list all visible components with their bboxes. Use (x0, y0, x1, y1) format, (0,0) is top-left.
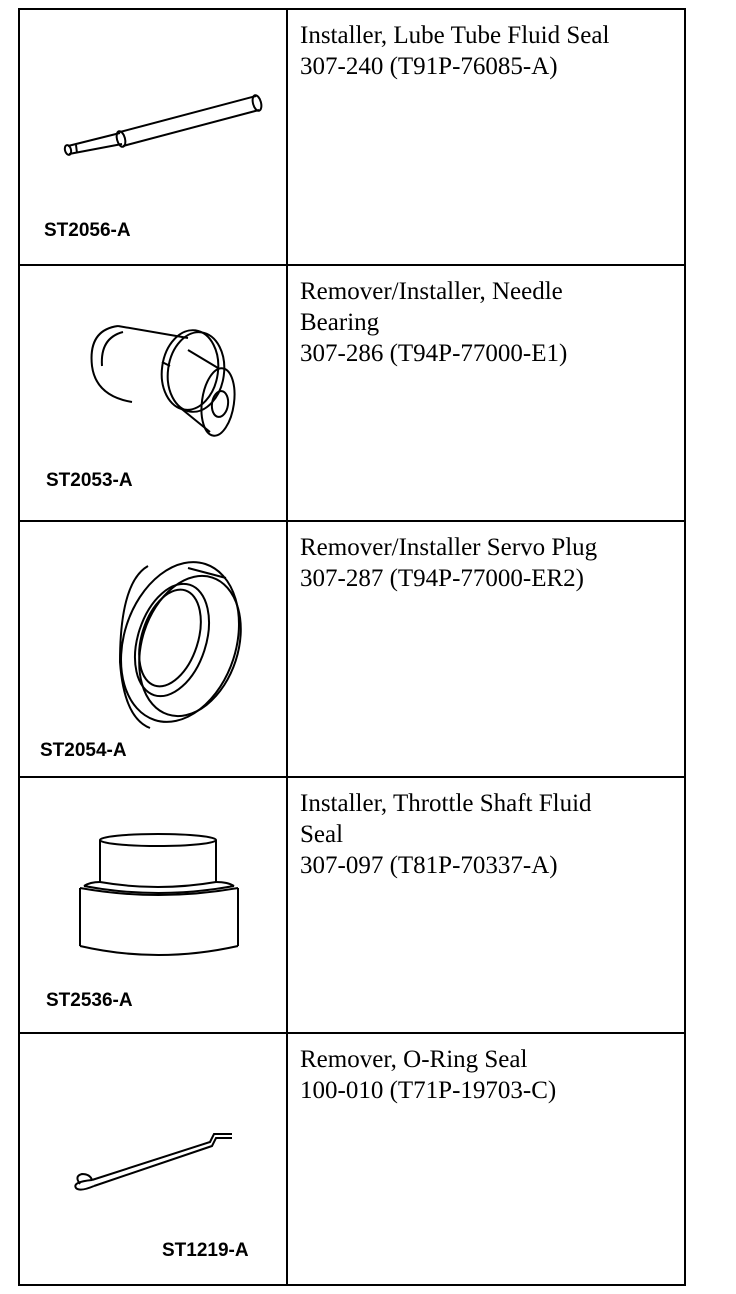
special-tools-table (18, 8, 686, 1286)
tool-part-number: 307-286 (T94P-77000-E1) (300, 340, 568, 367)
tool-description (288, 266, 684, 520)
tool-part-number: 307-287 (T94P-77000-ER2) (300, 565, 584, 592)
servo-plug-ring-icon (20, 522, 286, 776)
tool-description (288, 778, 684, 1032)
tool-row-throttle-shaft (20, 778, 684, 1034)
tool-row-needle-bearing (20, 266, 684, 522)
tool-illustration-cell (20, 778, 288, 1032)
tool-row-servo-plug (20, 522, 684, 778)
tool-code: ST2054-A (40, 740, 127, 761)
tool-name-line: Remover/Installer Servo Plug (300, 534, 598, 561)
tool-part-number: 307-240 (T91P-76085-A) (300, 53, 558, 80)
tool-part-number: 307-097 (T81P-70337-A) (300, 852, 558, 879)
tool-name-line: Installer, Throttle Shaft Fluid (300, 790, 592, 817)
tool-code: ST2536-A (46, 990, 133, 1011)
tool-name-line: Bearing (300, 309, 380, 336)
tool-row-lube-tube-installer (20, 10, 684, 266)
tool-illustration-cell (20, 1034, 288, 1284)
tool-name-line: Remover, O-Ring Seal (300, 1046, 528, 1073)
tool-name-line: Seal (300, 821, 344, 848)
tool-illustration-cell (20, 522, 288, 776)
tool-row-o-ring-remover (20, 1034, 684, 1284)
tool-illustration-cell (20, 266, 288, 520)
tool-code: ST1219-A (162, 1240, 249, 1261)
tool-code: ST2056-A (44, 220, 131, 241)
tool-description (288, 522, 684, 776)
tool-part-number: 100-010 (T71P-19703-C) (300, 1077, 557, 1104)
tool-name-line: Remover/Installer, Needle (300, 278, 563, 305)
tool-description (288, 1034, 684, 1284)
tool-illustration-cell (20, 10, 288, 264)
tool-name-line: Installer, Lube Tube Fluid Seal (300, 22, 610, 49)
tool-description (288, 10, 684, 264)
tool-code: ST2053-A (46, 470, 133, 491)
